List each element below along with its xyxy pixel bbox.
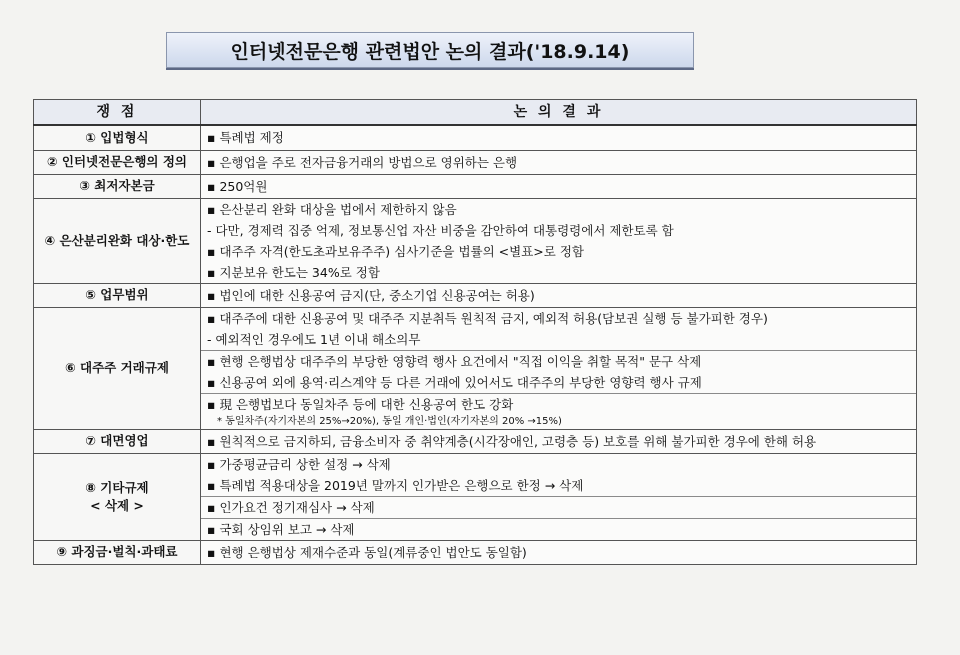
page-title: 인터넷전문은행 관련법안 논의 결과('18.9.14) [166, 32, 694, 68]
table-row [34, 540, 917, 564]
issue-sublabel: < 삭제 > [90, 498, 144, 513]
result-line: ▪ 특례법 적용대상을 2019년 말까지 인가받은 은행으로 한정 → 삭제 [207, 477, 584, 493]
issue-cell: ⑥ 대주주 거래규제 [34, 307, 201, 429]
result-line: ▪ 가중평균금리 상한 설정 → 삭제 [207, 456, 391, 472]
result-line: ▪ 신용공여 외에 용역·리스계약 등 다른 거래에 있어서도 대주주의 부당한 영향력 행사 규제 [207, 374, 702, 390]
result-line: ▪ 인가요건 정기재심사 → 삭제 [201, 496, 916, 518]
result-line: ▪ 지분보유 한도는 34%로 정함 [207, 264, 380, 280]
result-line: ▪ 특례법 제정 [207, 130, 284, 146]
result-line: ▪ 은행업을 주로 전자금융거래의 방법으로 영위하는 은행 [207, 154, 518, 170]
header-result: 논 의 결 과 [201, 100, 917, 126]
result-line: ▪ 대주주에 대한 신용공여 및 대주주 지분취득 원칙적 금지, 예외적 허용(담보권 실행 등 불가피한 경우) [207, 310, 768, 326]
table-row [34, 453, 917, 540]
result-line: ▪ 원칙적으로 금지하되, 금융소비자 중 취약계층(시각장애인, 고령층 등) 보호를 위해 불가피한 경우에 한해 허용 [207, 433, 817, 449]
table-header-row [34, 100, 917, 126]
result-cell [201, 429, 917, 453]
table-row [34, 429, 917, 453]
result-line: ▪ 현행 은행법상 제재수준과 동일(계류중인 법안도 동일함) [207, 544, 527, 560]
issue-cell: ④ 은산분리완화 대상·한도 [34, 198, 201, 283]
header-issue: 쟁 점 [34, 100, 201, 126]
result-cell [201, 283, 917, 307]
issue-label: ⑧ 기타규제 [85, 480, 149, 495]
result-line: ▪ 현행 은행법상 대주주의 부당한 영향력 행사 요건에서 "직접 이익을 취할 목적" 문구 삭제 [201, 350, 916, 372]
result-line: - 예외적인 경우에도 1년 이내 해소의무 [207, 331, 421, 347]
result-line: ▪ 대주주 자격(한도초과보유주주) 심사기준을 법률의 <별표>로 정함 [207, 243, 584, 259]
issue-cell: ⑨ 과징금·벌칙·과태료 [34, 540, 201, 564]
results-table [33, 99, 917, 565]
table-row [34, 283, 917, 307]
table-row [34, 307, 917, 429]
issue-cell: ⑦ 대면영업 [34, 429, 201, 453]
issue-cell: ③ 최저자본금 [34, 174, 201, 198]
table-row [34, 125, 917, 150]
result-line: ▪ 250억원 [207, 178, 268, 194]
table-row [34, 150, 917, 174]
result-cell [201, 125, 917, 150]
result-cell [201, 198, 917, 283]
result-line: ▪ 국회 상임위 보고 → 삭제 [201, 518, 916, 540]
table-row [34, 174, 917, 198]
result-cell [201, 174, 917, 198]
result-cell [201, 453, 917, 540]
result-cell [201, 540, 917, 564]
result-line: ▪ 現 은행법보다 동일차주 등에 대한 신용공여 한도 강화 [201, 393, 916, 415]
issue-cell [34, 453, 201, 540]
result-line: ▪ 은산분리 완화 대상을 법에서 제한하지 않음 [207, 201, 457, 217]
result-footnote: * 동일차주(자기자본의 25%→20%), 동일 개인·법인(자기자본의 20% →15%) [217, 415, 562, 427]
issue-cell: ② 인터넷전문은행의 정의 [34, 150, 201, 174]
result-cell [201, 150, 917, 174]
issue-cell: ① 입법형식 [34, 125, 201, 150]
result-line: - 다만, 경제력 집중 억제, 정보통신업 자산 비중을 감안하여 대통령령에서 제한토록 함 [207, 222, 674, 238]
result-cell [201, 307, 917, 429]
result-line: ▪ 법인에 대한 신용공여 금지(단, 중소기업 신용공여는 허용) [207, 287, 535, 303]
table-row [34, 198, 917, 283]
issue-cell: ⑤ 업무범위 [34, 283, 201, 307]
